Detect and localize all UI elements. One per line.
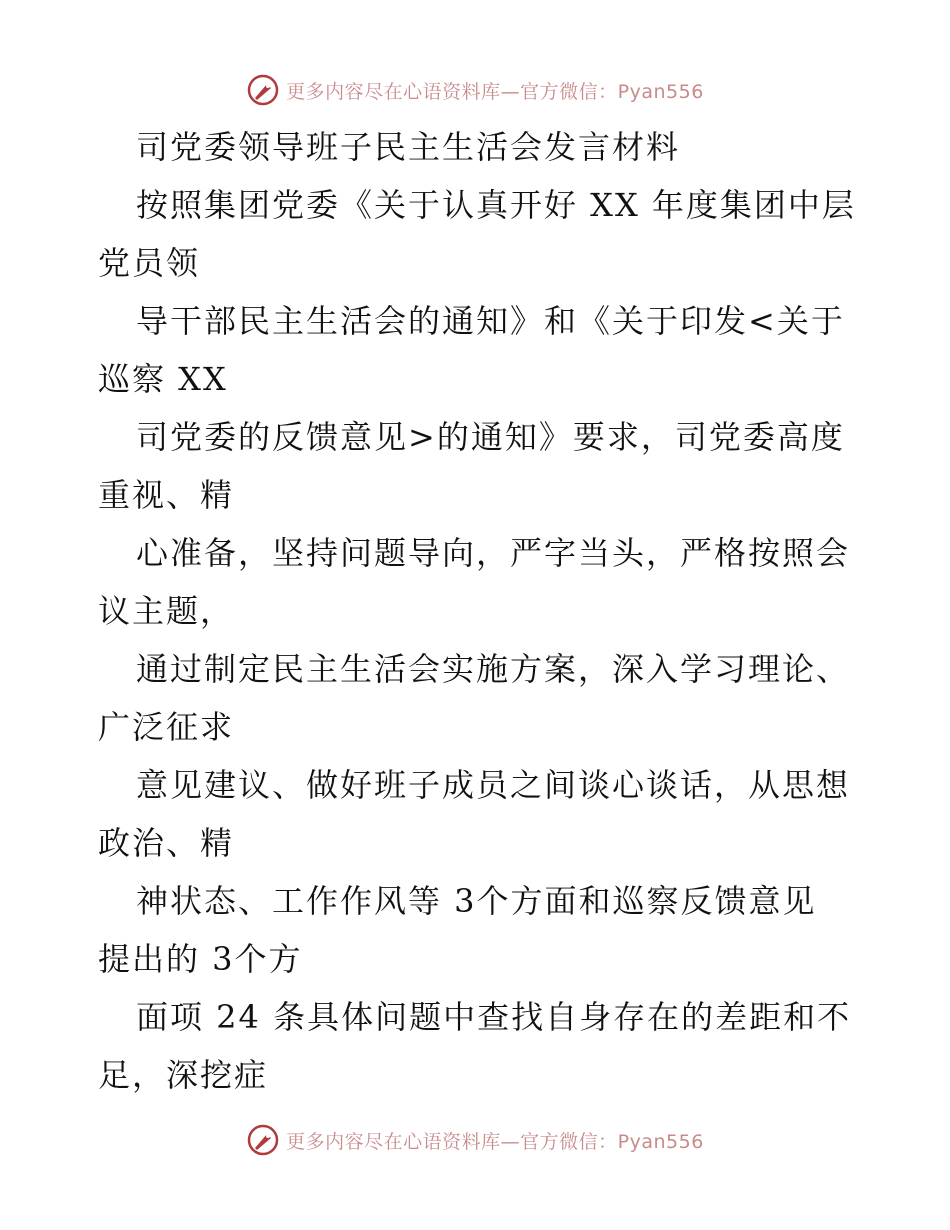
watermark-text: 更多内容尽在心语资料库—官方微信：Pyan556 xyxy=(286,1130,704,1153)
text-line: 司党委领导班子民主生活会发言材料 xyxy=(136,128,681,166)
text-line: 通过制定民主生活会实施方案，深入学习理论、 xyxy=(136,650,851,688)
text-line: 司党委的反馈意见>的通知》要求，司党委高度 xyxy=(136,418,845,456)
text-line: 按照集团党委《关于认真开好 XX 年度集团中层 xyxy=(136,186,856,224)
watermark-text: 更多内容尽在心语资料库—官方微信：Pyan556 xyxy=(286,80,704,103)
text-line: 意见建议、做好班子成员之间谈心谈话，从思想 xyxy=(136,766,851,804)
watermark-footer xyxy=(0,1120,950,1160)
text-line: 党员领 xyxy=(98,244,201,282)
text-line: 议主题， xyxy=(98,592,235,630)
text-line: 面项 24 条具体问题中查找自身存在的差距和不 xyxy=(136,998,852,1036)
pen-nib-logo-icon xyxy=(246,73,280,107)
text-line: 重视、精 xyxy=(98,476,235,514)
text-line: 提出的 3个方 xyxy=(98,940,303,978)
watermark-header xyxy=(0,70,950,110)
pen-nib-logo-icon xyxy=(246,1123,280,1157)
text-line: 政治、精 xyxy=(98,824,235,862)
text-line: 神状态、工作作风等 3个方面和巡察反馈意见 xyxy=(136,882,817,920)
text-line: 足，深挖症 xyxy=(98,1056,269,1094)
text-line: 导干部民主生活会的通知》和《关于印发<关于 xyxy=(136,302,845,340)
text-line: 广泛征求 xyxy=(98,708,235,746)
text-line: 心准备，坚持问题导向，严字当头，严格按照会 xyxy=(136,534,851,572)
text-line: 巡察 XX xyxy=(98,360,228,398)
